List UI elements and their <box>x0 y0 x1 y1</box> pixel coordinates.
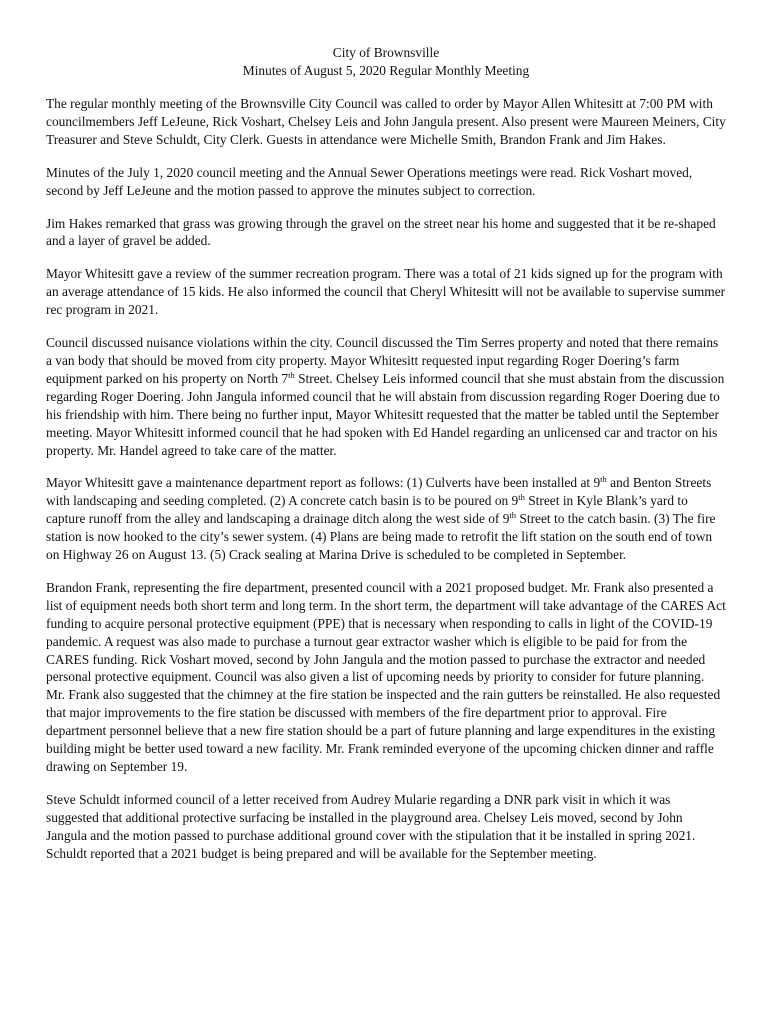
ordinal-suffix: th <box>509 510 517 521</box>
text-segment: Mayor Whitesitt gave a maintenance department report as follows: (1) Culverts have been installed at 9 <box>46 475 601 491</box>
paragraph-recreation-program: Mayor Whitesitt gave a review of the summer recreation program. There was a total of 21 kids signed up for the program with an average attendance of 15 kids. He also informed the council that Cheryl Whitesitt will not be available to supervise summer rec program in 2021. <box>46 266 726 318</box>
ordinal-suffix: th <box>600 474 607 485</box>
text-segment: Street in Kyle Blank’s yard to capture runoff from the alley and landscaping a drainage ditch along the west side of 9 <box>46 493 688 527</box>
text-segment: Street. Chelsey Leis informed council that she must abstain from the discussion regarding Roger Doering. John Jangula informed council that he will abstain from discussion regarding Roger Doering due to his friendship with him. There being no further input, Mayor Whitesitt requested that the matter be tabled until the September meeting. Mayor Whitesitt informed council that he had spoken with Ed Handel regarding an unlicensed car and tractor on his property. Mr. Handel agreed to take care of the matter. <box>46 370 725 458</box>
paragraph-nuisance-violations <box>46 334 726 459</box>
meeting-title: Minutes of August 5, 2020 Regular Monthly Meeting <box>242 63 530 78</box>
text-segment: Council discussed nuisance violations within the city. Council discussed the Tim Serres property and noted that there remains a van body that should be moved from city property. Mayor Whitesitt requested input regarding Roger Doering’s farm equipment parked on his property on North 7 <box>46 335 719 386</box>
paragraph-park-visit: Steve Schuldt informed council of a letter received from Audrey Mularie regarding a DNR park visit in which it was suggested that additional protective surfacing be installed in the playground area. Chelsey Leis moved, second by John Jangula and the motion passed to purchase additional ground cover with the stipulation that it be installed in spring 2021. Schuldt reported that a 2021 budget is being prepared and will be available for the September meeting. <box>46 791 696 861</box>
text-segment: and Benton Streets with landscaping and seeding completed. (2) A concrete catch basin is to be poured on 9 <box>46 475 712 509</box>
paragraph-fire-department: Brandon Frank, representing the fire department, presented council with a 2021 proposed budget. Mr. Frank also presented a list of equipment needs both short term and long term. In the short term, the department will take advantage of the CARES Act funding to acquire personal protective equipment (PPE) that is necessary when responding to calls in light of the COVID-19 pandemic. A request was also made to purchase a turnout gear extractor washer which is eligible to be paid for from the CARES funding. Rick Voshart moved, second by John Jangula and the motion passed to purchase the extractor and needed personal protective equipment. Council was also given a list of upcoming needs by priority to consider for future planning. Mr. Frank also suggested that the chimney at the fire station be inspected and the rain gutters be reinstalled. He also requested that major improvements to the fire station be discussed with members of the fire department prior to approval. Fire department personnel believe that a new fire station should be a part of future planning and large expenditures in the existing building might be better used toward a new facility. Mr. Frank reminded everyone of the upcoming chicken dinner and raffle drawing on September 19. <box>46 579 726 774</box>
paragraph-gravel-request: Jim Hakes remarked that grass was growing through the gravel on the street near his home and suggested that it be re-shaped and a layer of gravel be added. <box>46 215 716 249</box>
paragraph-maintenance-report <box>46 474 726 564</box>
minutes-document <box>46 44 726 878</box>
ordinal-suffix: th <box>288 369 295 380</box>
document-header <box>46 44 726 80</box>
paragraph-minutes-approval: Minutes of the July 1, 2020 council meeting and the Annual Sewer Operations meetings were read. Rick Voshart moved, second by Jeff LeJeune and the motion passed to approve the minutes subject to correction. <box>46 164 693 198</box>
ordinal-suffix: th <box>518 492 525 503</box>
text-segment: Street to the catch basin. (3) The fire station is now hooked to the city’s sewer system. (4) Plans are being made to retrofit the lift station on the south end of town on Highway 26 on August 13. (5) Crack sealing at Marina Drive is scheduled to be completed in September. <box>46 511 716 563</box>
paragraph-call-to-order: The regular monthly meeting of the Brownsville City Council was called to order by Mayor Allen Whitesitt at 7:00 PM with councilmembers Jeff LeJeune, Rick Voshart, Chelsey Leis and John Jangula present. Also present were Maureen Meiners, City Treasurer and Steve Schuldt, City Clerk. Guests in attendance were Michelle Smith, Brandon Frank and Jim Hakes. <box>46 96 726 147</box>
city-name-title: City of Brownsville <box>332 45 440 60</box>
